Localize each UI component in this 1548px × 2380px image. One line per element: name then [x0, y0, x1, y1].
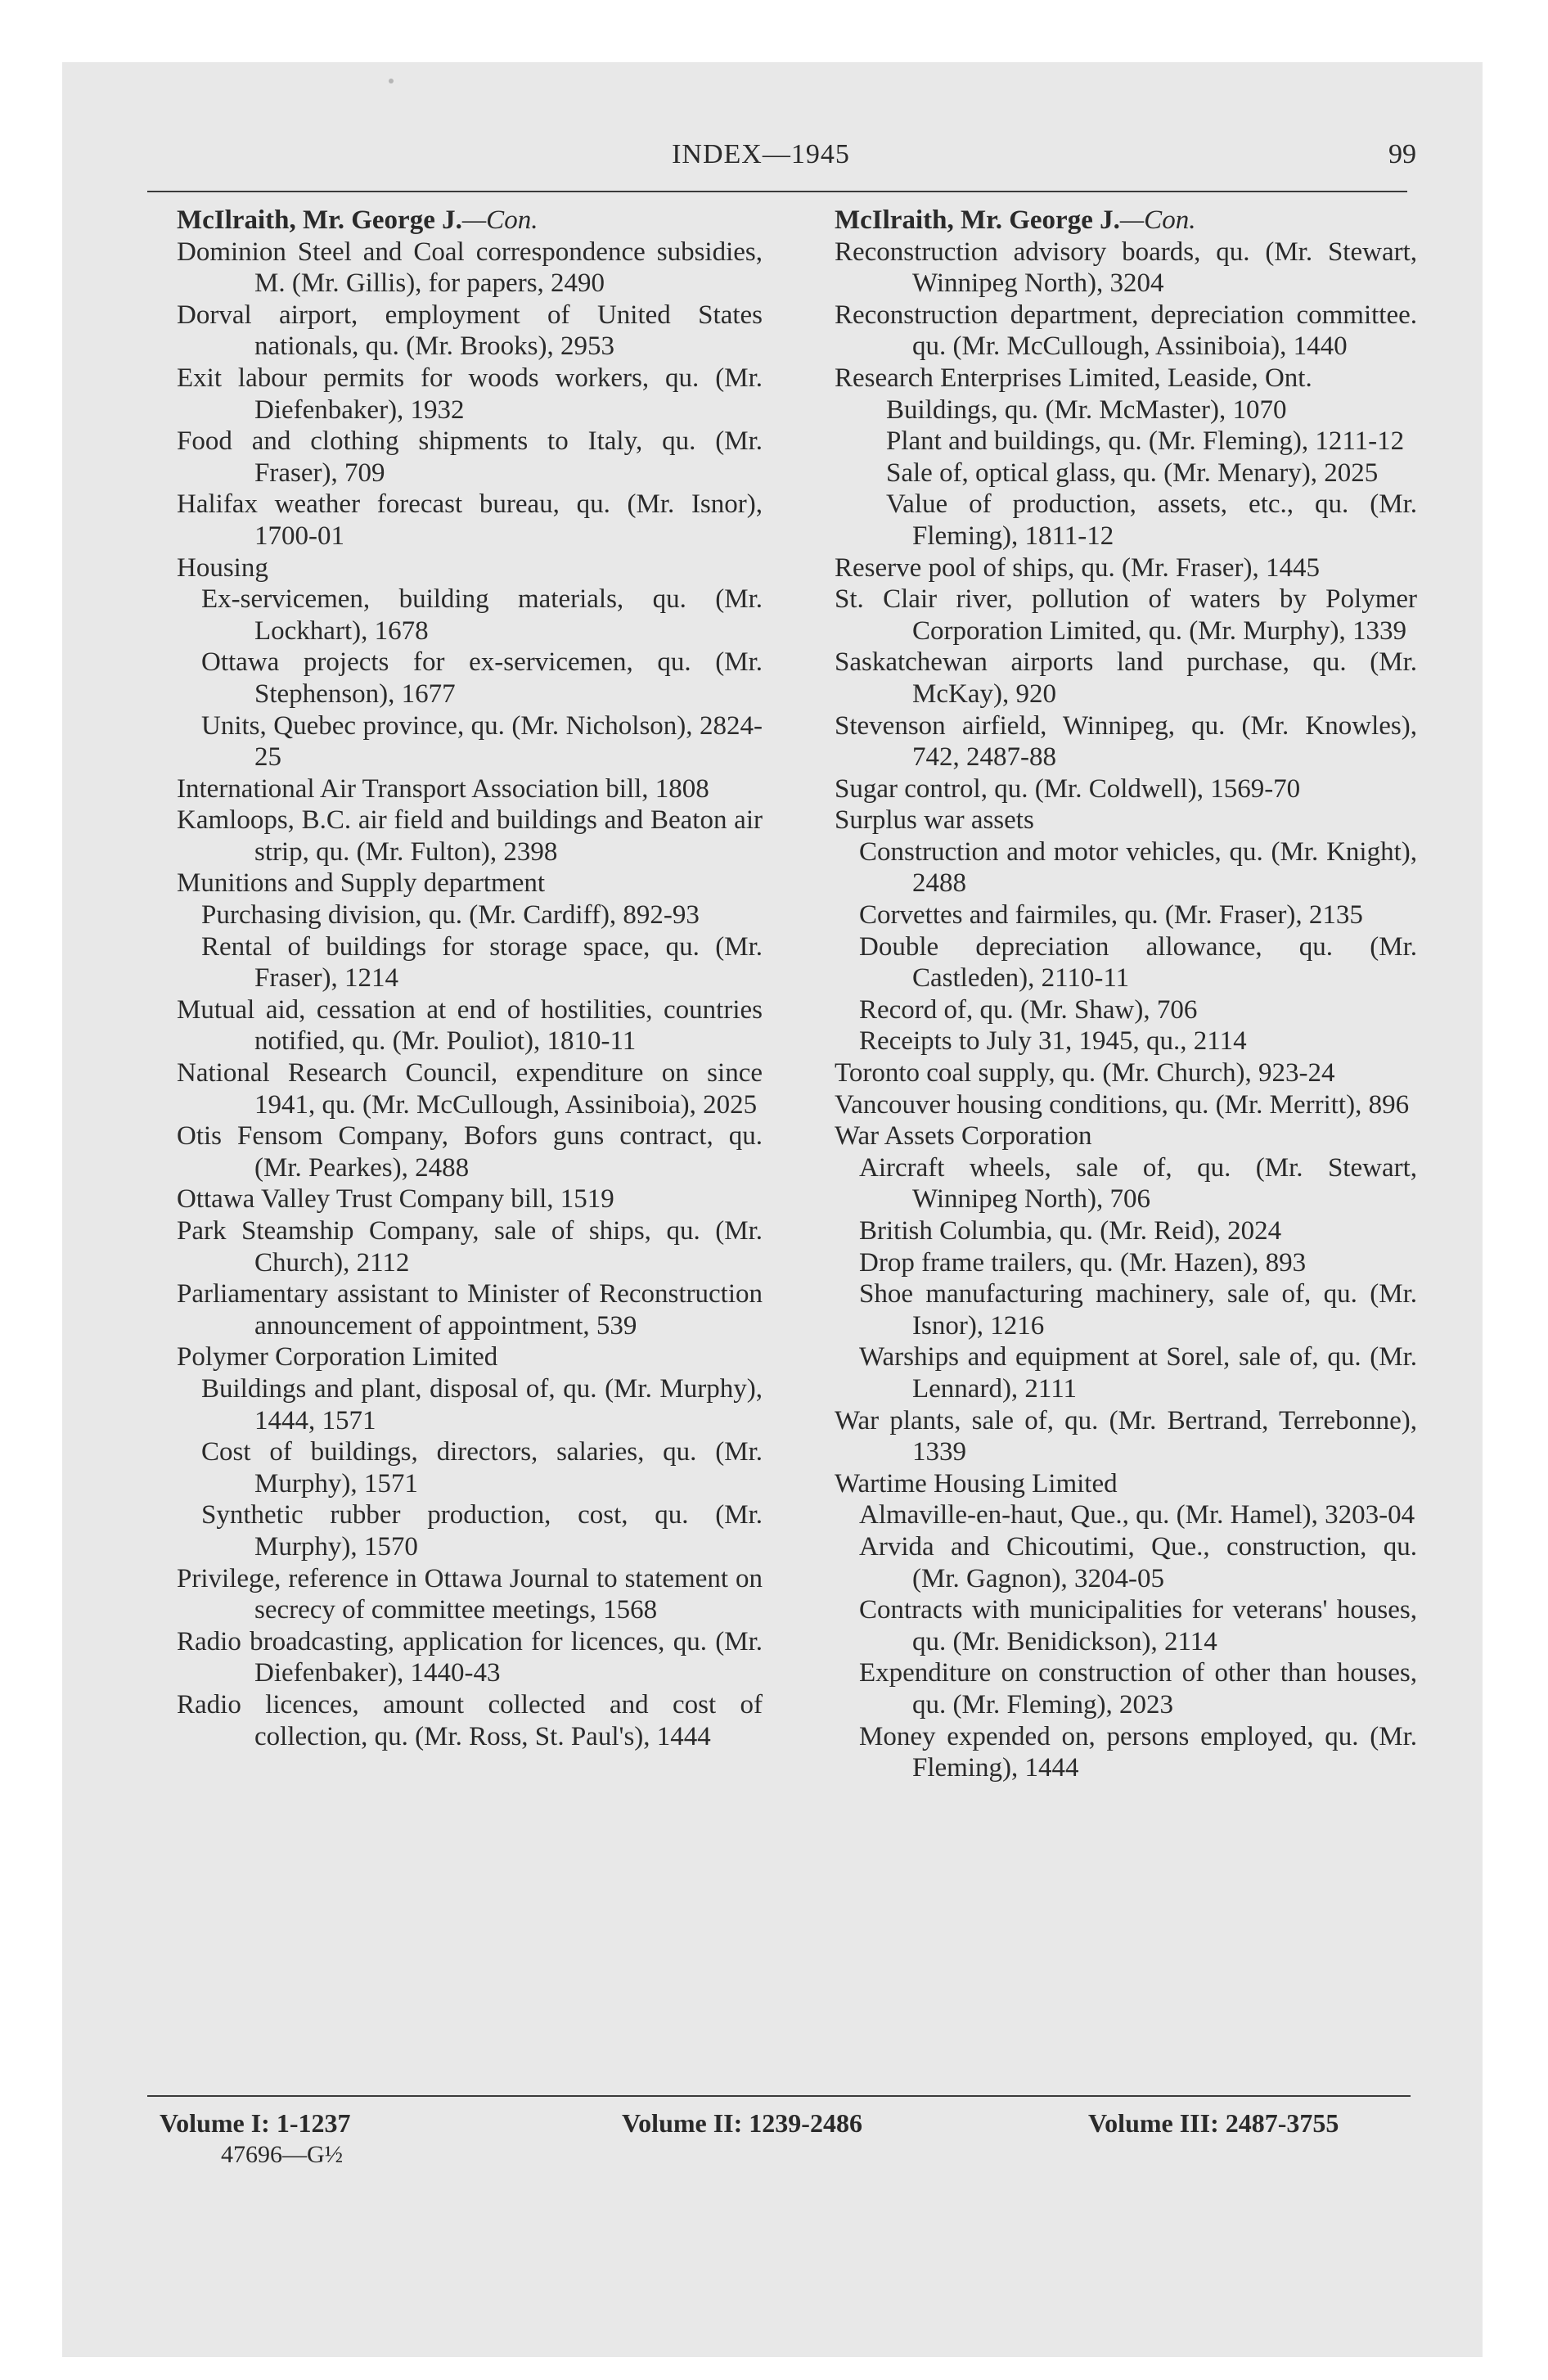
index-entry: Research Enterprises Limited, Leaside, Ont. — [835, 363, 1312, 393]
index-entry: Shoe manufacturing machinery, sale of, qu. (Mr. Isnor), 1216 — [859, 1279, 1417, 1341]
index-entry: Money expended on, persons employed, qu. (Mr. Fleming), 1444 — [859, 1721, 1417, 1783]
volume-3-range — [1088, 2108, 1339, 2139]
index-entry: Record of, qu. (Mr. Shaw), 706 — [859, 994, 1198, 1025]
index-entry: National Research Council, expenditure on since 1941, qu. (Mr. McCullough, Assiniboia), 2025 — [177, 1058, 763, 1120]
index-entry: War Assets Corporation — [835, 1121, 1092, 1152]
left-entry-list — [177, 237, 763, 1753]
right-column-heading — [835, 205, 1417, 237]
paper-speck — [389, 79, 394, 83]
index-entry: Wartime Housing Limited — [835, 1468, 1118, 1499]
volume-label: Volume II: — [622, 2108, 743, 2138]
volume-1-range — [160, 2108, 350, 2139]
index-entry: Vancouver housing conditions, qu. (Mr. Merritt), 896 — [835, 1089, 1410, 1120]
index-entry: Kamloops, B.C. air field and buildings and Beaton air strip, qu. (Mr. Fulton), 2398 — [177, 805, 763, 867]
volume-label: Volume III: — [1088, 2108, 1219, 2138]
volume-pages: 1239-2486 — [749, 2108, 862, 2138]
footer-rule — [147, 2095, 1411, 2097]
index-entry: Double depreciation allowance, qu. (Mr. Castleden), 2110-11 — [859, 931, 1417, 994]
index-entry: Expenditure on construction of other than houses, qu. (Mr. Fleming), 2023 — [859, 1658, 1417, 1720]
index-entry: Sale of, optical glass, qu. (Mr. Menary), 2025 — [886, 458, 1379, 488]
left-column — [177, 205, 763, 1752]
index-entry: Value of production, assets, etc., qu. (Mr. Fleming), 1811-12 — [886, 489, 1417, 551]
index-entry: Cost of buildings, directors, salaries, qu. (Mr. Murphy), 1571 — [201, 1437, 763, 1499]
index-entry: Toronto coal supply, qu. (Mr. Church), 923-24 — [835, 1058, 1335, 1089]
index-entry: International Air Transport Association bill, 1808 — [177, 773, 709, 804]
index-entry: St. Clair river, pollution of waters by Polymer Corporation Limited, qu. (Mr. Murphy), 1339 — [835, 584, 1417, 646]
index-entry: Warships and equipment at Sorel, sale of, qu. (Mr. Lennard), 2111 — [859, 1342, 1417, 1404]
index-entry: Dorval airport, employment of United States nationals, qu. (Mr. Brooks), 2953 — [177, 300, 763, 362]
index-entry: Drop frame trailers, qu. (Mr. Hazen), 893 — [859, 1247, 1307, 1278]
index-entry: Reconstruction department, depreciation committee. qu. (Mr. McCullough, Assiniboia), 1440 — [835, 300, 1417, 362]
heading-name: McIlraith, Mr. George J. — [835, 205, 1120, 235]
index-entry: Reserve pool of ships, qu. (Mr. Fraser), 1445 — [835, 552, 1321, 583]
index-entry: Otis Fensom Company, Bofors guns contract, qu. (Mr. Pearkes), 2488 — [177, 1121, 763, 1183]
index-entry: Dominion Steel and Coal correspondence subsidies, M. (Mr. Gillis), for papers, 2490 — [177, 237, 763, 299]
index-entry: Exit labour permits for woods workers, qu. (Mr. Diefenbaker), 1932 — [177, 363, 763, 425]
right-entry-list — [835, 237, 1417, 1784]
index-entry: Housing — [177, 552, 268, 583]
index-entry: Park Steamship Company, sale of ships, qu. (Mr. Church), 2112 — [177, 1216, 763, 1278]
heading-name: McIlraith, Mr. George J. — [177, 205, 462, 235]
index-entry: Reconstruction advisory boards, qu. (Mr. Stewart, Winnipeg North), 3204 — [835, 237, 1417, 299]
heading-continued: —Con. — [461, 205, 538, 235]
left-column-heading — [177, 205, 763, 237]
index-entry: Plant and buildings, qu. (Mr. Fleming), 1211-12 — [886, 426, 1405, 457]
page-header — [84, 139, 1438, 180]
index-entry: Contracts with municipalities for veterans' houses, qu. (Mr. Benidickson), 2114 — [859, 1595, 1417, 1657]
volume-pages: 2487-3755 — [1225, 2108, 1339, 2138]
index-entry: Polymer Corporation Limited — [177, 1342, 498, 1373]
index-entry: Buildings, qu. (Mr. McMaster), 1070 — [886, 394, 1287, 425]
index-entry: Parliamentary assistant to Minister of Reconstruction announcement of appointment, 539 — [177, 1279, 763, 1341]
volume-label: Volume I: — [160, 2108, 270, 2138]
index-entry: Aircraft wheels, sale of, qu. (Mr. Stewart, Winnipeg North), 706 — [859, 1152, 1417, 1215]
index-entry: British Columbia, qu. (Mr. Reid), 2024 — [859, 1216, 1282, 1246]
page-number: 99 — [1388, 139, 1416, 169]
index-entry: Arvida and Chicoutimi, Que., construction, qu. (Mr. Gagnon), 3204-05 — [859, 1531, 1417, 1593]
index-entry: Construction and motor vehicles, qu. (Mr. Knight), 2488 — [859, 836, 1417, 899]
print-code: 47696—G½ — [221, 2141, 344, 2168]
index-entry: Food and clothing shipments to Italy, qu. (Mr. Fraser), 709 — [177, 426, 763, 488]
index-entry: Halifax weather forecast bureau, qu. (Mr. Isnor), 1700-01 — [177, 489, 763, 551]
page-title: INDEX—1945 — [672, 139, 850, 169]
index-entry: Units, Quebec province, qu. (Mr. Nicholson), 2824-25 — [201, 710, 763, 773]
index-entry: Purchasing division, qu. (Mr. Cardiff), 892-93 — [201, 900, 700, 931]
index-entry: Ottawa projects for ex-servicemen, qu. (Mr. Stephenson), 1677 — [201, 647, 763, 709]
index-entry: Munitions and Supply department — [177, 868, 546, 899]
volume-2-range — [622, 2108, 862, 2139]
index-entry: War plants, sale of, qu. (Mr. Bertrand, Terrebonne), 1339 — [835, 1405, 1417, 1467]
index-entry: Buildings and plant, disposal of, qu. (Mr. Murphy), 1444, 1571 — [201, 1373, 763, 1436]
index-entry: Almaville-en-haut, Que., qu. (Mr. Hamel), 3203-04 — [859, 1500, 1415, 1530]
index-entry: Privilege, reference in Ottawa Journal to statement on secrecy of committee meetings, 1568 — [177, 1563, 763, 1625]
index-entry: Synthetic rubber production, cost, qu. (Mr. Murphy), 1570 — [201, 1500, 763, 1562]
index-entry: Surplus war assets — [835, 805, 1034, 836]
index-entry: Radio broadcasting, application for licences, qu. (Mr. Diefenbaker), 1440-43 — [177, 1626, 763, 1688]
index-entry: Stevenson airfield, Winnipeg, qu. (Mr. Knowles), 742, 2487-88 — [835, 710, 1417, 773]
index-entry: Saskatchewan airports land purchase, qu. (Mr. McKay), 920 — [835, 647, 1417, 709]
index-entry: Ottawa Valley Trust Company bill, 1519 — [177, 1184, 614, 1215]
index-entry: Sugar control, qu. (Mr. Coldwell), 1569-70 — [835, 773, 1301, 804]
index-entry: Ex-servicemen, building materials, qu. (Mr. Lockhart), 1678 — [201, 584, 763, 646]
index-entry: Receipts to July 31, 1945, qu., 2114 — [859, 1026, 1247, 1057]
header-rule — [147, 191, 1407, 192]
index-entry: Radio licences, amount collected and cost of collection, qu. (Mr. Ross, St. Paul's), 1444 — [177, 1689, 763, 1751]
index-entry: Corvettes and fairmiles, qu. (Mr. Fraser), 2135 — [859, 900, 1363, 931]
index-entry: Rental of buildings for storage space, qu. (Mr. Fraser), 1214 — [201, 931, 763, 994]
index-entry: Mutual aid, cessation at end of hostilities, countries notified, qu. (Mr. Pouliot), 1810-11 — [177, 994, 763, 1057]
right-column — [835, 205, 1417, 1784]
volume-pages: 1-1237 — [276, 2108, 351, 2138]
heading-continued: —Con. — [1119, 205, 1196, 235]
